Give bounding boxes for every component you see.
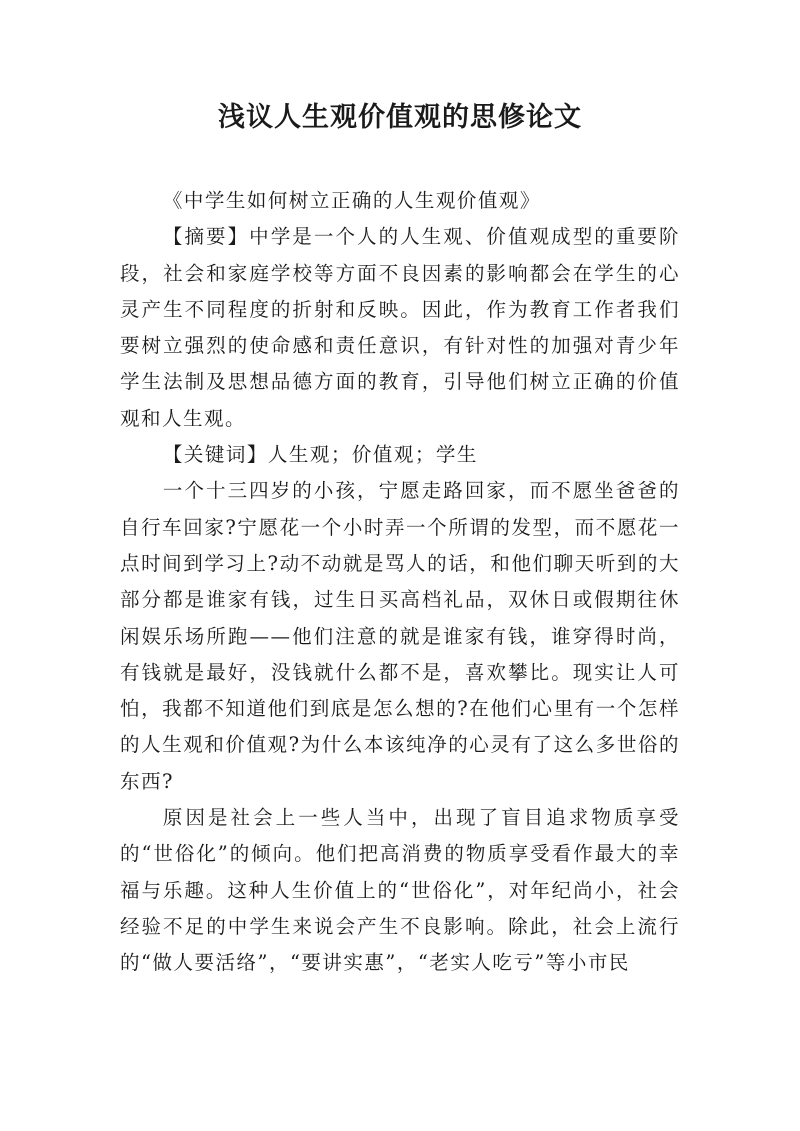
subtitle-paragraph: 《中学生如何树立正确的人生观价值观》 [162,189,541,212]
document-body [120,183,680,982]
document-title: 浅议人生观价值观的思修论文 [218,102,582,133]
abstract-paragraph: 【摘要】中学是一个人的人生观、价值观成型的重要阶段，社会和家庭学校等方面不良因素的影响都会在学生的心灵产生不同程度的折射和反映。因此，作为教育工作者我们要树立强烈的使命感和责任意识，有针对性的加强对青少年学生法制及思想品德方面的教育，引导他们树立正确的价值观和人生观。 [120,225,680,430]
body-paragraph: 一个十三四岁的小孩，宁愿走路回家，而不愿坐爸爸的自行车回家?宁愿花一个小时弄一个所谓的发型，而不愿花一点时间到学习上?动不动就是骂人的话，和他们聊天听到的大部分都是谁家有钱，过生日买高档礼品，双休日或假期往休闲娱乐场所跑——他们注意的就是谁家有钱，谁穿得时尚，有钱就是最好，没钱就什么都不是，喜欢攀比。现实让人可怕，我都不知道他们到底是怎么想的?在他们心里有一个怎样的人生观和价值观?为什么本该纯净的心灵有了这么多世俗的东西? [120,479,680,793]
body-paragraph: 原因是社会上一些人当中，出现了盲目追求物质享受的“世俗化”的倾向。他们把高消费的物质享受看作最大的幸福与乐趣。这种人生价值上的“世俗化”，对年纪尚小，社会经验不足的中学生来说会产生不良影响。除此，社会上流行的“做人要活络”，“要讲实惠”，“老实人吃亏”等小市民 [120,806,680,975]
keywords-paragraph: 【关键词】人生观；价值观；学生 [162,443,478,467]
